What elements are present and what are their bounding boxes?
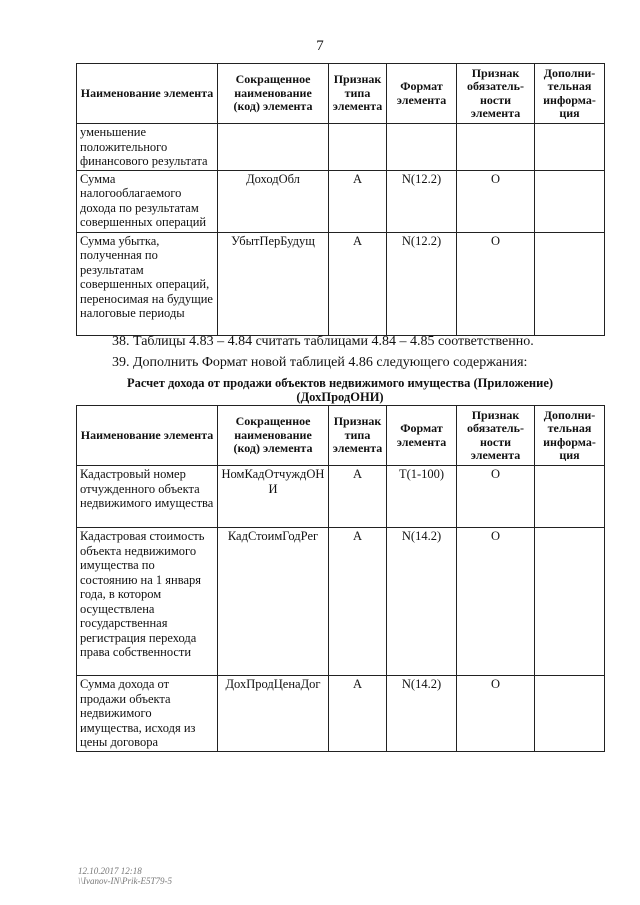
cell-type: А <box>329 170 387 232</box>
cell-info <box>535 170 605 232</box>
table-header-row <box>77 406 605 466</box>
header-element-type: Признак типа элемента <box>329 406 387 466</box>
table-2-title: Расчет дохода от продажи объектов недвижимого имущества (Приложение) <box>126 376 554 390</box>
header-element-name: Наименование элемента <box>77 406 218 466</box>
table-row <box>77 528 605 676</box>
table-row <box>77 124 605 171</box>
table-2-subtitle: (ДохПродОНИ) <box>296 390 384 404</box>
cell-type: А <box>329 232 387 335</box>
cell-format: N(14.2) <box>387 528 457 676</box>
header-additional-info: Дополни-тельная информа-ция <box>535 406 605 466</box>
cell-required: О <box>457 232 535 335</box>
cell-code: ДоходОбл <box>218 170 329 232</box>
cell-required <box>457 124 535 171</box>
footer-timestamp: 12.10.2017 12:18 <box>78 866 142 876</box>
table-row <box>77 232 605 335</box>
header-element-code: Сокращенное наименование (код) элемента <box>218 406 329 466</box>
cell-info <box>535 232 605 335</box>
cell-code: КадСтоимГодРег <box>218 528 329 676</box>
cell-type: А <box>329 676 387 752</box>
header-additional-info: Дополни-тельная информа-ция <box>535 64 605 124</box>
cell-format: Т(1-100) <box>387 466 457 528</box>
header-element-required: Признак обязатель-ности элемента <box>457 406 535 466</box>
cell-required: О <box>457 676 535 752</box>
cell-info <box>535 124 605 171</box>
cell-info <box>535 528 605 676</box>
cell-name: Кадастровый номер отчужденного объекта недвижимого имущества <box>77 466 218 528</box>
cell-format <box>387 124 457 171</box>
cell-format: N(14.2) <box>387 676 457 752</box>
cell-code: УбытПерБудущ <box>218 232 329 335</box>
header-element-format: Формат элемента <box>387 406 457 466</box>
cell-code <box>218 124 329 171</box>
header-element-format: Формат элемента <box>387 64 457 124</box>
table-row <box>77 676 605 752</box>
table-header-row <box>77 64 605 124</box>
table-row <box>77 170 605 232</box>
header-element-name: Наименование элемента <box>77 64 218 124</box>
cell-name: Сумма убытка, полученная по результатам совершенных операций, переносимая на будущие налоговые периоды <box>77 232 218 335</box>
footer-file-path: \\Ivanov-IN\Prik-E5T79-5 <box>78 876 172 886</box>
cell-name: уменьшение положительного финансового результата <box>77 124 218 171</box>
cell-format: N(12.2) <box>387 170 457 232</box>
elements-table-2 <box>76 405 605 752</box>
cell-name: Кадастровая стоимость объекта недвижимого имущества по состоянию на 1 января года, в котором осуществлена государственная регистрация перехода права собственности <box>77 528 218 676</box>
cell-required: О <box>457 528 535 676</box>
cell-info <box>535 466 605 528</box>
cell-type <box>329 124 387 171</box>
cell-name: Сумма дохода от продажи объекта недвижимого имущества, исходя из цены договора <box>77 676 218 752</box>
cell-required: О <box>457 466 535 528</box>
cell-type: А <box>329 466 387 528</box>
cell-info <box>535 676 605 752</box>
header-element-code: Сокращенное наименование (код) элемента <box>218 64 329 124</box>
table-row <box>77 466 605 528</box>
cell-name: Сумма налогооблагаемого дохода по результатам совершенных операций <box>77 170 218 232</box>
paragraph-38: 38. Таблицы 4.83 – 4.84 считать таблицами 4.84 – 4.85 соответственно. <box>112 334 534 349</box>
paragraph-39: 39. Дополнить Формат новой таблицей 4.86 следующего содержания: <box>112 355 528 370</box>
cell-format: N(12.2) <box>387 232 457 335</box>
cell-type: А <box>329 528 387 676</box>
header-element-type: Признак типа элемента <box>329 64 387 124</box>
page-number: 7 <box>316 38 324 54</box>
elements-table-1 <box>76 63 605 336</box>
cell-code: НомКадОтчуждОНИ <box>218 466 329 528</box>
header-element-required: Признак обязатель-ности элемента <box>457 64 535 124</box>
cell-required: О <box>457 170 535 232</box>
cell-code: ДохПродЦенаДог <box>218 676 329 752</box>
